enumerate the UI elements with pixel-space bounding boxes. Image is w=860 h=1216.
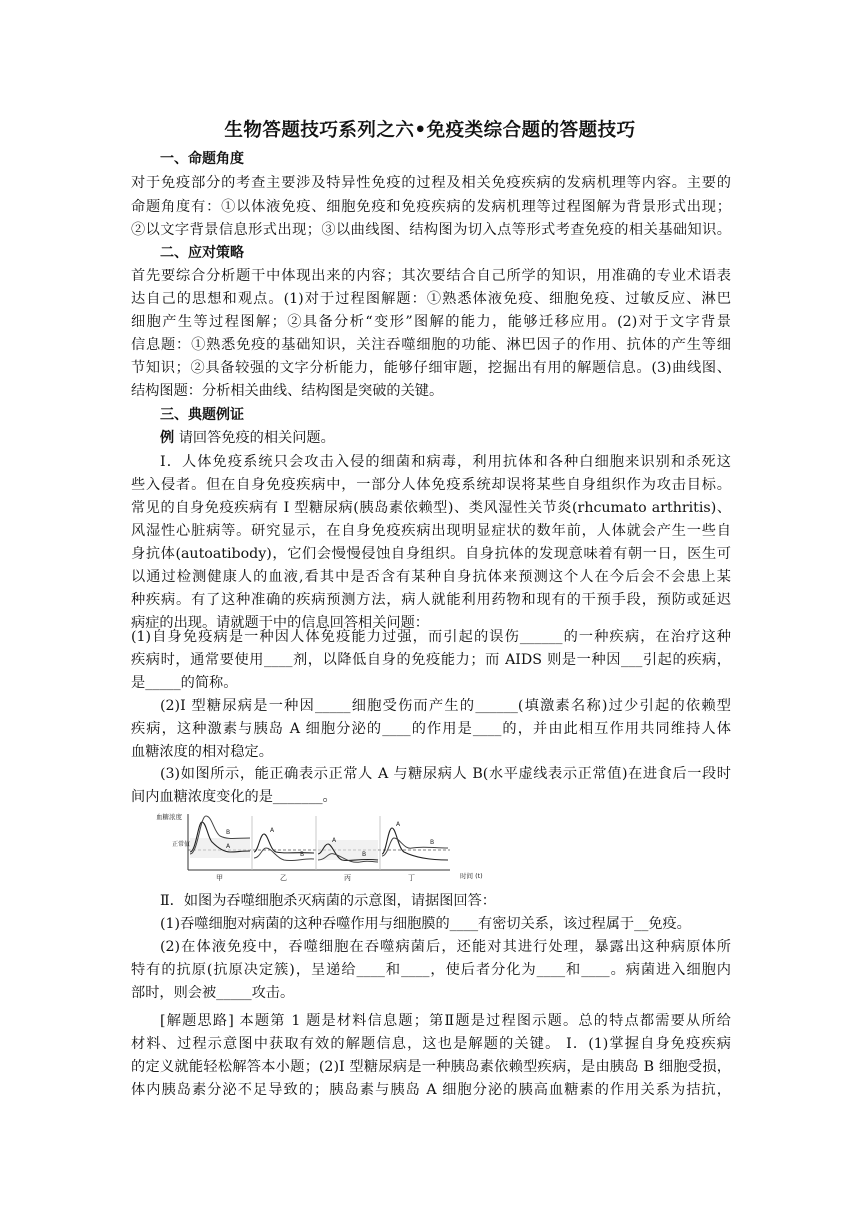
question-line: (1)自身免疫病是一种因人体免疫能力过强，而引起的误伤______的一种疾病，在治疗这种 [131, 629, 731, 645]
question-line: 特有的抗原(抗原决定簇)，呈递给____和____，使后者分化为____和____。病菌进入细胞内 [131, 962, 731, 978]
answer-line: 体内胰岛素分泌不足导致的；胰岛素与胰岛 A 细胞分泌的胰高血糖素的作用关系为拮抗， [131, 1082, 731, 1098]
section-heading-2: 二、应对策略 [160, 245, 244, 261]
passage-line: 常见的自身免疫疾病有 I 型糖尿病(胰岛素依赖型)、类风湿性关节炎(rhcumato arthritis)、 [131, 500, 731, 516]
passage-line: 种疾病。有了这种准确的疾病预测方法，病人就能利用药物和现有的干预手段，预防或延迟 [131, 592, 731, 608]
paragraph-line: 首先要综合分析题干中体现出来的内容；其次要结合自己所学的知识，用准确的专业术语表 [131, 268, 731, 284]
y-axis-label: 血糖浓度 [156, 813, 182, 821]
question-line: 血糖浓度的相对稳定。 [131, 744, 273, 760]
paragraph-line: 节知识；②具备较强的文字分析能力，能够仔细审题，挖掘出有用的解题信息。(3)曲线图、 [131, 360, 731, 376]
section-heading-1: 一、命题角度 [160, 151, 244, 167]
passage-line: 以通过检测健康人的血液,看其中是否含有某种自身抗体来预测这个人在今后会不会患上某 [131, 569, 731, 585]
curve-label: A [396, 821, 401, 828]
x-axis-label: 时间 (t) [460, 872, 483, 880]
question-line: 疾病时，通常要使用____剂，以降低自身的免疫能力；而 AIDS 则是一种因___引起的疾病， [131, 652, 731, 668]
example-text: 请回答免疫的相关问题。 [174, 430, 335, 446]
answer-line: 的定义就能轻松解答本小题；(2)I 型糖尿病是一种胰岛素依赖型疾病，是由胰岛 B 细胞受损， [131, 1059, 731, 1075]
question-line: (1)吞噬细胞对病菌的这种吞噬作用与细胞膜的____有密切关系，该过程属于__免疫。 [160, 916, 691, 932]
curve-label: B [226, 829, 231, 836]
paragraph-line: 达自己的思想和观点。(1)对于过程图解题：①熟悉体液免疫、细胞免疫、过敏反应、淋巴 [131, 291, 731, 307]
curve-label: A [270, 827, 275, 834]
panel-label: 乙 [280, 874, 287, 882]
curve-label: A [226, 843, 231, 850]
panel-label: 丙 [344, 874, 351, 882]
question-line: 是_____的简称。 [131, 675, 238, 691]
question-line: (3)如图所示，能正确表示正常人 A 与糖尿病人 B(水平虚线表示正常值)在进食后一段时 [160, 766, 731, 782]
document-title: 生物答题技巧系列之六•免疫类综合题的答题技巧 [224, 120, 636, 141]
curve-label: A [332, 837, 337, 844]
question-line: 部时，则会被_____攻击。 [131, 985, 295, 1001]
paragraph-line: 命题角度有：①以体液免疫、细胞免疫和免疫疾病的发病机理等过程图解为背景形式出现； [131, 199, 731, 215]
curve-label: B [430, 839, 435, 846]
blood-sugar-figure [150, 808, 502, 882]
question-line: 间内血糖浓度变化的是_______。 [131, 789, 337, 805]
paragraph-line: 信息题：①熟悉免疫的基础知识，关注吞噬细胞的功能、淋巴因子的作用、抗体的产生等细 [131, 337, 731, 353]
question-line: (2)I 型糖尿病是一种因_____细胞受伤而产生的______(填激素名称)过少引起的依赖型 [160, 698, 731, 714]
paragraph-line: 结构图题：分析相关曲线、结构图是突破的关键。 [131, 383, 444, 399]
curve-label: B [362, 851, 367, 858]
paragraph-line: ②以文字背景信息形式出现；③以曲线图、结构图为切入点等形式考查免疫的相关基础知识。 [131, 222, 731, 238]
passage-line: Ⅱ．如图为吞噬细胞杀灭病菌的示意图，请据图回答： [160, 893, 496, 909]
paragraph-line: 细胞产生等过程图解；②具备分析“变形”图解的能力，能够迁移应用。(2)对于文字背景 [131, 314, 731, 330]
answer-line: [解题思路] 本题第 1 题是材料信息题；第Ⅱ题是过程图示题。总的特点都需要从所给 [160, 1013, 731, 1029]
passage-line: I．人体免疫系统只会攻击入侵的细菌和病毒，利用抗体和各种白细胞来识别和杀死这 [160, 454, 731, 470]
paragraph-line: 对于免疫部分的考查主要涉及特异性免疫的过程及相关免疫疾病的发病机理等内容。主要的 [131, 175, 731, 191]
passage-line: 些入侵者。但在自身免疫疾病中，一部分人体免疫系统却误将某些自身组织作为攻击目标。 [131, 477, 731, 493]
normal-value-label: 正常值 [172, 841, 191, 848]
example-label: 例 [160, 430, 175, 446]
question-line: (2)在体液免疫中，吞噬细胞在吞噬病菌后，还能对其进行处理，暴露出这种病原体所 [160, 939, 731, 955]
passage-line: 身抗体(autoatibody)，它们会慢慢侵蚀自身组织。自身抗体的发现意味着有朝一日，医生可 [131, 546, 731, 562]
section-heading-3: 三、典题例证 [160, 407, 244, 423]
curve-label: B [300, 851, 305, 858]
panel-label: 甲 [216, 874, 223, 882]
example-line [160, 427, 731, 451]
passage-line: 风湿性心脏病等。研究显示，在自身免疫疾病出现明显症状的数年前，人体就会产生一些自 [131, 523, 731, 539]
question-line: 疾病，这种激素与胰岛 A 细胞分泌的____的作用是____的，并由此相互作用共同维持人体 [131, 721, 731, 737]
answer-line: 材料、过程示意图中获取有效的解题信息，这也是解题的关键。 I．(1)掌握自身免疫疾病 [131, 1036, 731, 1052]
panel-label: 丁 [408, 874, 415, 882]
passage-line: 病症的出现。请就题干中的信息回答相关问题： [131, 615, 429, 631]
